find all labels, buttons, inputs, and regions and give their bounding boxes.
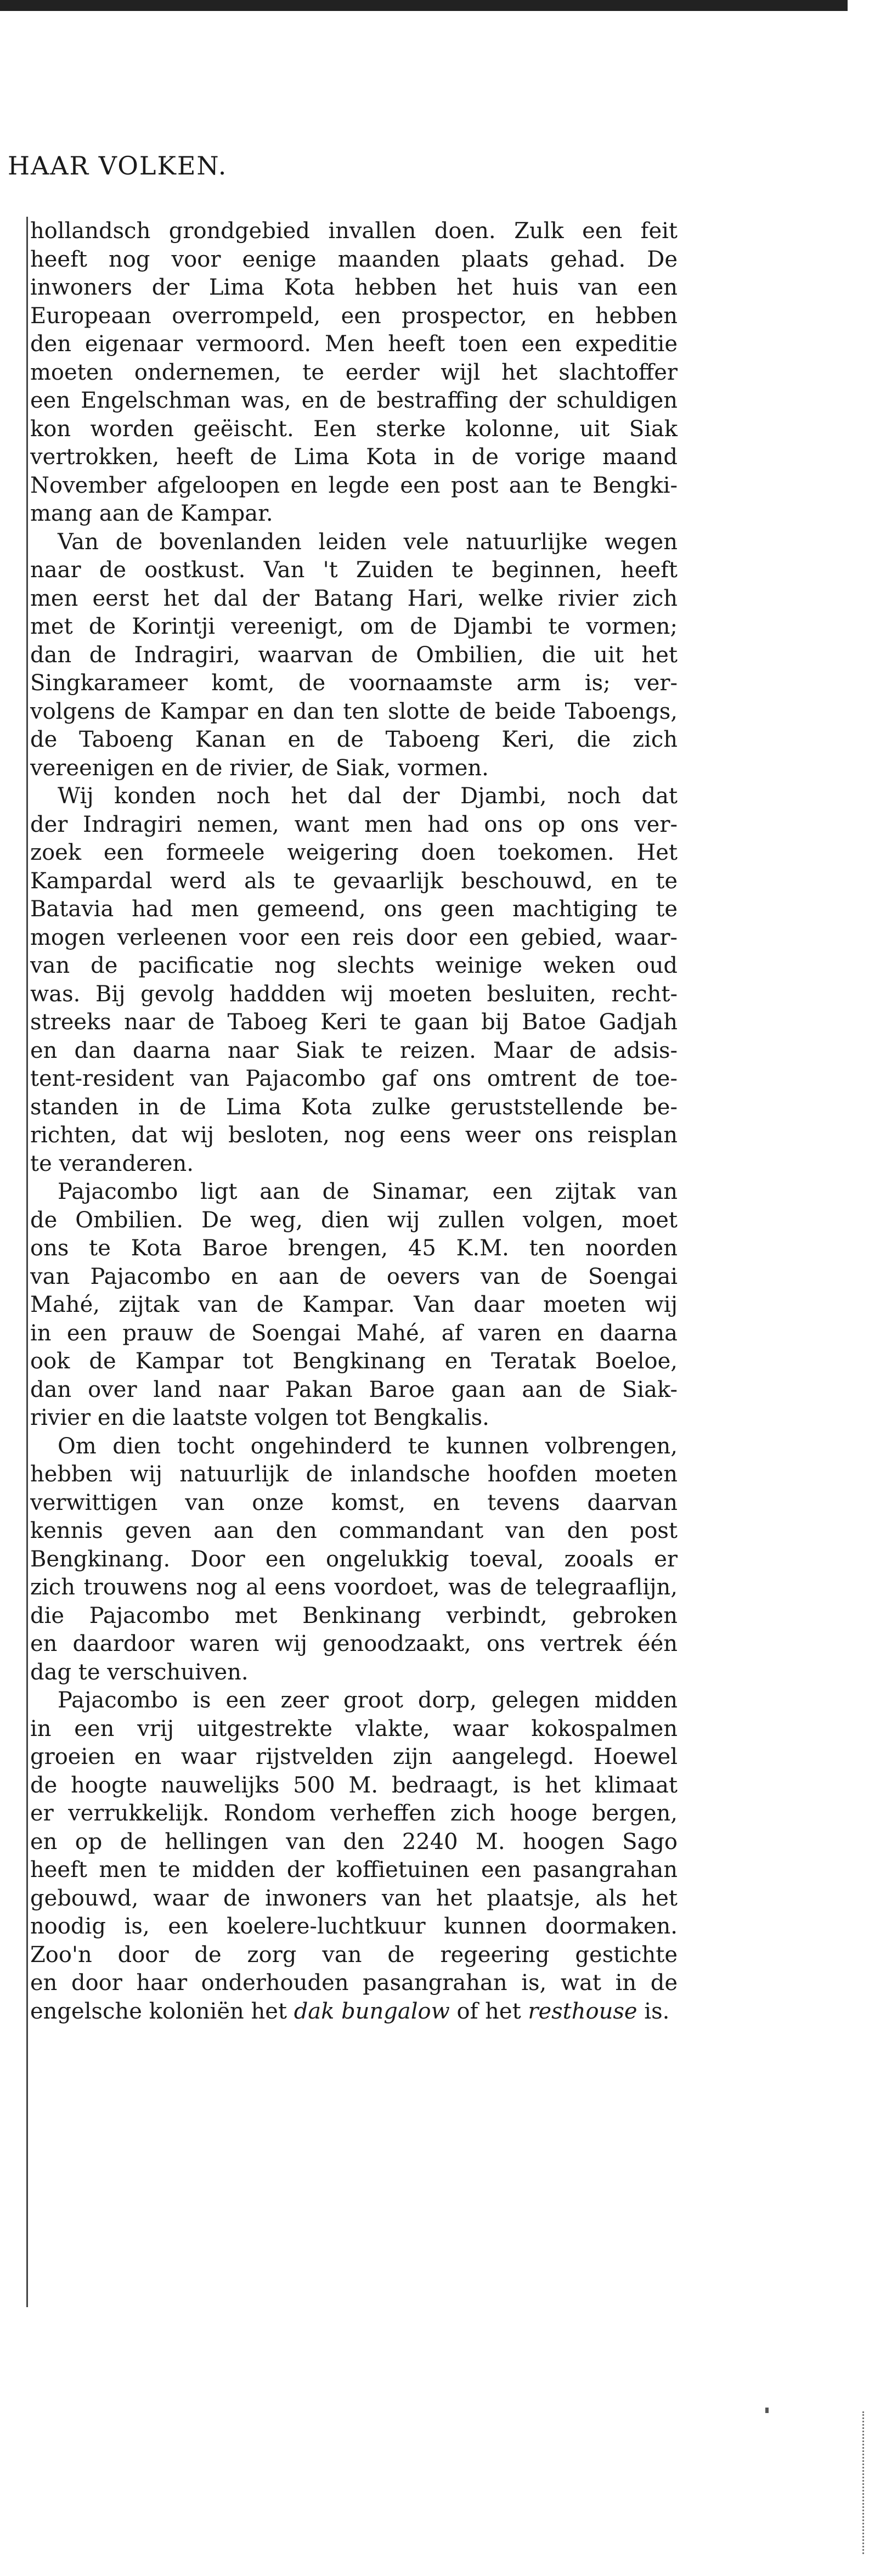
text-line: Bengkinang. Door een ongelukkig toeval, zooals er	[30, 1546, 678, 1572]
text-line: men eerst het dal der Batang Hari, welke rivier zich	[30, 585, 678, 611]
text-line: de hoogte nauwelijks 500 M. bedraagt, is het klimaat	[30, 1772, 678, 1798]
text-line: naar de oostkust. Van 't Zuiden te beginnen, heeft	[30, 557, 678, 583]
text-line: kon worden geëischt. Een sterke kolonne, uit Siak	[30, 416, 678, 442]
text-line: was. Bij gevolg haddden wij moeten besluiten, recht-	[30, 981, 678, 1007]
text-line: met de Korintji vereenigt, om de Djambi te vormen;	[30, 614, 678, 639]
text-line: Batavia had men gemeend, ons geen machtiging te	[30, 897, 678, 922]
text-line: en door haar onderhouden pasangrahan is, wat in de	[30, 1970, 678, 1996]
text-line: verwittigen van onze komst, en tevens daarvan	[30, 1490, 678, 1515]
italic-term: dak bungalow	[294, 1998, 450, 2024]
text-line: tent-resident van Pajacombo gaf ons omtrent de toe-	[30, 1066, 678, 1091]
text-line: kennis geven aan den commandant van den post	[30, 1518, 678, 1543]
text-line: vereenigen en de rivier, de Siak, vormen.	[30, 755, 489, 781]
text-line: en daardoor waren wij genoodzaakt, ons vertrek één	[30, 1631, 678, 1656]
text-line: der Indragiri nemen, want men had ons op ons ver-	[30, 811, 678, 837]
text-line: gebouwd, waar de inwoners van het plaatsje, als het	[30, 1885, 678, 1911]
text-line: in een prauw de Soengai Mahé, af varen en daarna	[30, 1320, 678, 1346]
text-line: ons te Kota Baroe brengen, 45 K.M. ten noorden	[30, 1236, 678, 1261]
text-line: hebben wij natuurlijk de inlandsche hoofden moeten	[30, 1462, 678, 1487]
text-line: dan de Indragiri, waarvan de Ombilien, die uit het	[30, 642, 678, 668]
text-run: engelsche koloniën het	[30, 1998, 294, 2024]
text-line	[30, 1998, 678, 2026]
running-head: HAAR VOLKEN.	[8, 151, 228, 181]
text-line: streeks naar de Taboeg Keri te gaan bij Batoe Gadjah	[30, 1010, 678, 1035]
text-line: Singkarameer komt, de voornaamste arm is; ver-	[30, 670, 678, 696]
text-line: November afgeloopen en legde een post aan te Bengki-	[30, 472, 678, 498]
text-line: dag te verschuiven.	[30, 1659, 249, 1685]
text-line: de Taboeng Kanan en de Taboeng Keri, die zich	[30, 727, 678, 752]
text-line: van de pacificatie nog slechts weinige weken oud	[30, 953, 678, 978]
body-text	[30, 217, 678, 2026]
paragraph	[30, 1687, 678, 2026]
text-line: Mahé, zijtak van de Kampar. Van daar moeten wij	[30, 1292, 678, 1317]
text-line: heeft men te midden der koffietuinen een pasangrahan	[30, 1857, 678, 1882]
italic-term: resthouse	[528, 1998, 637, 2024]
text-line: en op de hellingen van den 2240 M. hoogen Sago	[30, 1829, 678, 1855]
text-line: Zoo'n door de zorg van de regeering gestichte	[30, 1942, 678, 1968]
text-line: dan over land naar Pakan Baroe gaan aan de Siak-	[30, 1377, 678, 1402]
text-line: Om dien tocht ongehinderd te kunnen volbrengen,	[58, 1433, 678, 1459]
text-line: hollandsch grondgebied invallen doen. Zulk een feit	[30, 218, 678, 244]
margin-mark	[765, 2408, 769, 2413]
text-line: ook de Kampar tot Bengkinang en Teratak Boeloe,	[30, 1349, 678, 1374]
text-line: Kampardal werd als te gevaarlijk beschouwd, en te	[30, 868, 678, 894]
text-line: een Engelschman was, en de bestraffing der schuldigen	[30, 388, 678, 413]
margin-rule	[26, 217, 28, 2307]
text-line: die Pajacombo met Benkinang verbindt, gebroken	[30, 1603, 678, 1628]
paragraph	[30, 1178, 678, 1433]
text-line: vertrokken, heeft de Lima Kota in de vorige maand	[30, 444, 678, 470]
text-line: heeft nog voor eenige maanden plaats gehad. De	[30, 246, 678, 272]
text-line: volgens de Kampar en dan ten slotte de beide Taboengs,	[30, 698, 678, 724]
text-line: en dan daarna naar Siak te reizen. Maar de adsis-	[30, 1038, 678, 1063]
text-line: richten, dat wij besloten, nog eens weer ons reisplan	[30, 1123, 678, 1148]
text-line: er verrukkelijk. Rondom verheffen zich hooge bergen,	[30, 1801, 678, 1826]
text-line: mang aan de Kampar.	[30, 501, 273, 526]
text-line: moeten ondernemen, te eerder wijl het slachtoffer	[30, 359, 678, 385]
text-run: of het	[449, 1998, 528, 2024]
text-line: te veranderen.	[30, 1151, 194, 1176]
text-line: Van de bovenlanden leiden vele natuurlijke wegen	[58, 529, 678, 555]
text-line: Pajacombo is een zeer groot dorp, gelegen midden	[58, 1688, 678, 1713]
text-line: groeien en waar rijstvelden zijn aangelegd. Hoewel	[30, 1744, 678, 1769]
paragraph	[30, 217, 678, 528]
text-line: Europeaan overrompeld, een prospector, en hebben	[30, 303, 678, 329]
text-line: rivier en die laatste volgen tot Bengkalis.	[30, 1405, 489, 1430]
text-line: in een vrij uitgestrekte vlakte, waar kokospalmen	[30, 1716, 678, 1741]
text-line: de Ombilien. De weg, dien wij zullen volgen, moet	[30, 1207, 678, 1233]
text-line: mogen verleenen voor een reis door een gebied, waar-	[30, 925, 678, 950]
text-line: zich trouwens nog al eens voordoet, was de telegraaflijn,	[30, 1575, 678, 1600]
page-edge-mark	[862, 2411, 866, 2554]
text-line: den eigenaar vermoord. Men heeft toen een expeditie	[30, 331, 678, 357]
text-line: standen in de Lima Kota zulke geruststellende be-	[30, 1094, 678, 1120]
text-line: Pajacombo ligt aan de Sinamar, een zijtak van	[58, 1179, 678, 1204]
text-line: noodig is, een koelere-luchtkuur kunnen doormaken.	[30, 1914, 678, 1939]
text-run: is.	[637, 1998, 670, 2024]
paragraph	[30, 528, 678, 783]
text-line: inwoners der Lima Kota hebben het huis van een	[30, 275, 678, 300]
top-border-rule	[0, 0, 848, 11]
text-line: Wij konden noch het dal der Djambi, noch dat	[58, 783, 678, 809]
text-line: van Pajacombo en aan de oevers van de Soengai	[30, 1264, 678, 1289]
paragraph	[30, 782, 678, 1178]
paragraph	[30, 1433, 678, 1687]
text-line: zoek een formeele weigering doen toekomen. Het	[30, 840, 678, 865]
